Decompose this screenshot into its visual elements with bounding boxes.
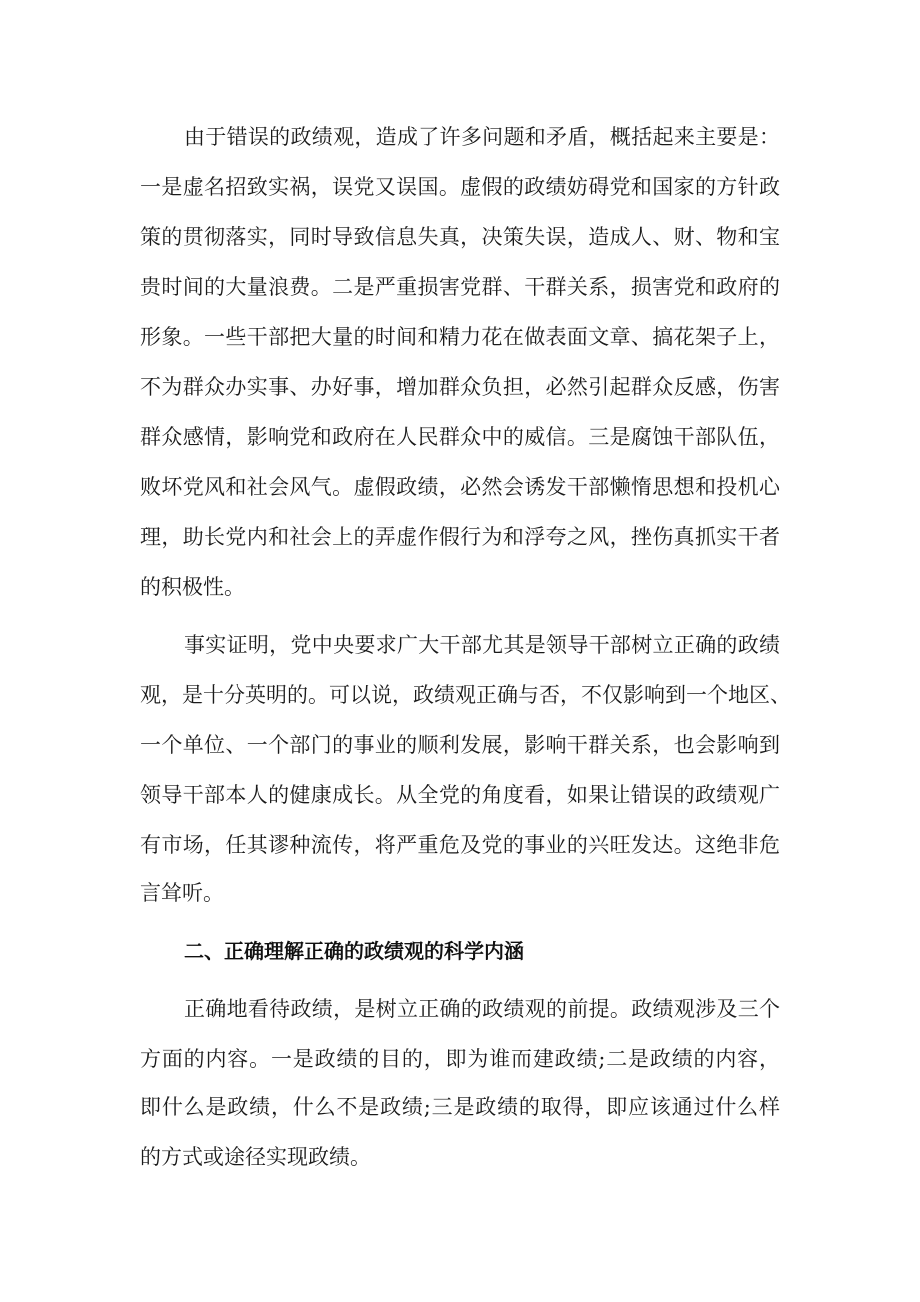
paragraph-2-line-6: 言耸听。	[140, 881, 224, 905]
paragraph-1-line-9: 理，助长党内和社会上的弄虚作假行为和浮夸之风，挫伤真抓实干者	[140, 525, 780, 549]
paragraph-2-line-3: 一个单位、一个部门的事业的顺利发展，影响干群关系，也会影响到	[140, 733, 780, 757]
paragraph-2-line-5: 有市场，任其谬种流传，将严重危及党的事业的兴旺发达。这绝非危	[140, 833, 780, 857]
paragraph-3-line-2: 方面的内容。一是政绩的目的，即为谁而建政绩;二是政绩的内容，	[140, 1047, 780, 1071]
paragraph-2-line-4: 领导干部本人的健康成长。从全党的角度看，如果让错误的政绩观广	[140, 783, 780, 807]
paragraph-1-line-7: 群众感情，影响党和政府在人民群众中的威信。三是腐蚀干部队伍，	[140, 425, 780, 449]
paragraph-1-line-3: 策的贯彻落实，同时导致信息失真，决策失误，造成人、财、物和宝	[140, 225, 780, 249]
paragraph-2-line-1: 事实证明，党中央要求广大干部尤其是领导干部树立正确的政绩	[184, 633, 780, 657]
section-heading: 二、正确理解正确的政绩观的科学内涵	[184, 939, 524, 963]
paragraph-2-line-2: 观，是十分英明的。可以说，政绩观正确与否，不仅影响到一个地区、	[140, 683, 791, 707]
paragraph-3-line-3: 即什么是政绩，什么不是政绩;三是政绩的取得，即应该通过什么样	[140, 1095, 780, 1119]
paragraph-3-line-4: 的方式或途径实现政绩。	[140, 1145, 371, 1169]
paragraph-1-line-2: 一是虚名招致实祸，误党又误国。虚假的政绩妨碍党和国家的方针政	[140, 175, 780, 199]
paragraph-1-line-5: 形象。一些干部把大量的时间和精力花在做表面文章、搞花架子上，	[140, 325, 780, 349]
paragraph-1-line-6: 不为群众办实事、办好事，增加群众负担，必然引起群众反感，伤害	[140, 375, 780, 399]
paragraph-1-line-1: 由于错误的政绩观，造成了许多问题和矛盾，概括起来主要是：	[184, 125, 780, 149]
paragraph-1-line-8: 败坏党风和社会风气。虚假政绩，必然会诱发干部懒惰思想和投机心	[140, 475, 780, 499]
paragraph-1-line-10: 的积极性。	[140, 575, 245, 599]
paragraph-1-line-4: 贵时间的大量浪费。二是严重损害党群、干群关系，损害党和政府的	[140, 275, 780, 299]
paragraph-3-line-1: 正确地看待政绩，是树立正确的政绩观的前提。政绩观涉及三个	[184, 997, 780, 1021]
